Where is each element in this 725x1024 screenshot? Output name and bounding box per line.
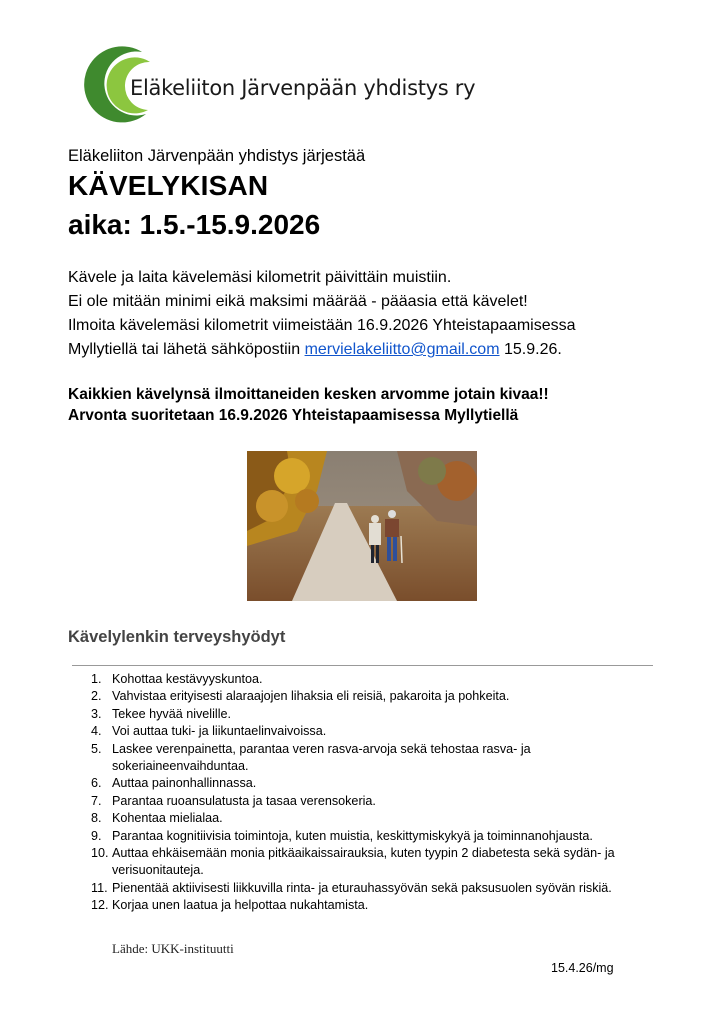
list-item (91, 775, 661, 792)
list-item (91, 880, 661, 897)
item-number: 8. (91, 811, 102, 826)
item-text: Kohottaa kestävyyskuntoa. (112, 672, 263, 686)
page-title: KÄVELYKISAN (68, 170, 269, 201)
item-text: Auttaa ehkäisemään monia pitkäaikaissairauksia, kuten tyypin 2 diabetesta sekä sydän- ja verisuonitauteja. (112, 846, 615, 878)
item-text: Pienentää aktiivisesti liikkuvilla rinta- ja eturauhassyövän sekä paksusuolen syövän riskiä. (112, 880, 612, 895)
date-stamp: 15.4.26/mg (551, 961, 614, 975)
list-item (91, 723, 661, 740)
item-number: 9. (91, 828, 102, 843)
item-number: 5. (91, 741, 102, 756)
list-item (91, 671, 661, 688)
item-number: 2. (91, 689, 102, 704)
event-dates: aika: 1.5.-15.9.2026 (68, 209, 321, 240)
item-number: 3. (91, 706, 102, 721)
item-text: Laskee verenpainetta, parantaa veren rasva-arvoja sekä tehostaa rasva- ja sokeriaineenvaihduntaa. (112, 741, 531, 774)
walking-couple-photo (247, 451, 477, 601)
list-item (91, 810, 661, 827)
instructions (68, 266, 576, 362)
raffle-announcement (68, 384, 549, 426)
instruction-text: Myllytiellä tai lähetä sähköpostiin (68, 341, 305, 358)
instruction-line (68, 338, 576, 362)
list-item (91, 828, 661, 845)
item-text: Vahvistaa erityisesti alaraajojen lihaksia eli reisiä, pakaroita ja pohkeita. (112, 689, 510, 704)
horizontal-divider (72, 665, 653, 666)
item-number: 10. (91, 846, 109, 861)
list-item (91, 706, 661, 723)
organizer-line: Eläkeliiton Järvenpään yhdistys järjestää (68, 147, 366, 165)
organization-logo (80, 44, 476, 126)
instruction-line: Kävele ja laita kävelemäsi kilometrit päivittäin muistiin. (68, 269, 452, 286)
instruction-text: 15.9.26. (499, 341, 562, 358)
item-number: 12. (91, 898, 109, 913)
list-item (91, 897, 661, 914)
instruction-line: Ilmoita kävelemäsi kilometrit viimeistään 16.9.2026 Yhteistapaamisessa (68, 317, 576, 334)
item-number: 7. (91, 793, 102, 808)
item-number: 11. (91, 880, 108, 895)
list-item (91, 793, 661, 810)
item-text: Parantaa kognitiivisia toimintoja, kuten muistia, keskittymiskykyä ja toiminnanohjausta. (112, 828, 593, 843)
item-text: Kohentaa mielialaa. (112, 811, 223, 826)
announcement-line: Arvonta suoritetaan 16.9.2026 Yhteistapaamisessa Myllytiellä (68, 407, 519, 424)
item-text: Tekee hyvää nivelille. (112, 706, 232, 721)
list-item (91, 845, 661, 880)
email-link[interactable]: mervielakeliitto@gmail.com (304, 341, 500, 358)
autumn-path-image (247, 451, 477, 601)
list-item (91, 688, 661, 705)
source-citation: Lähde: UKK-instituutti (112, 941, 234, 956)
item-number: 6. (91, 776, 102, 791)
item-text: Korjaa unen laatua ja helpottaa nukahtamista. (112, 898, 369, 913)
list-item (91, 741, 661, 776)
benefits-heading: Kävelylenkin terveyshyödyt (68, 628, 286, 646)
benefits-list (91, 671, 661, 915)
instruction-line: Ei ole mitään minimi eikä maksimi määrää - pääasia että kävelet! (68, 293, 528, 310)
item-text: Auttaa painonhallinnassa. (112, 776, 257, 791)
item-number: 1. (91, 672, 102, 686)
item-text: Parantaa ruoansulatusta ja tasaa verensokeria. (112, 793, 376, 808)
logo-text: Eläkeliiton Järvenpään yhdistys ry (130, 76, 476, 100)
item-text: Voi auttaa tuki- ja liikuntaelinvaivoissa. (112, 724, 327, 739)
item-number: 4. (91, 724, 102, 739)
announcement-line: Kaikkien kävelynsä ilmoittaneiden kesken arvomme jotain kivaa!! (68, 386, 549, 403)
